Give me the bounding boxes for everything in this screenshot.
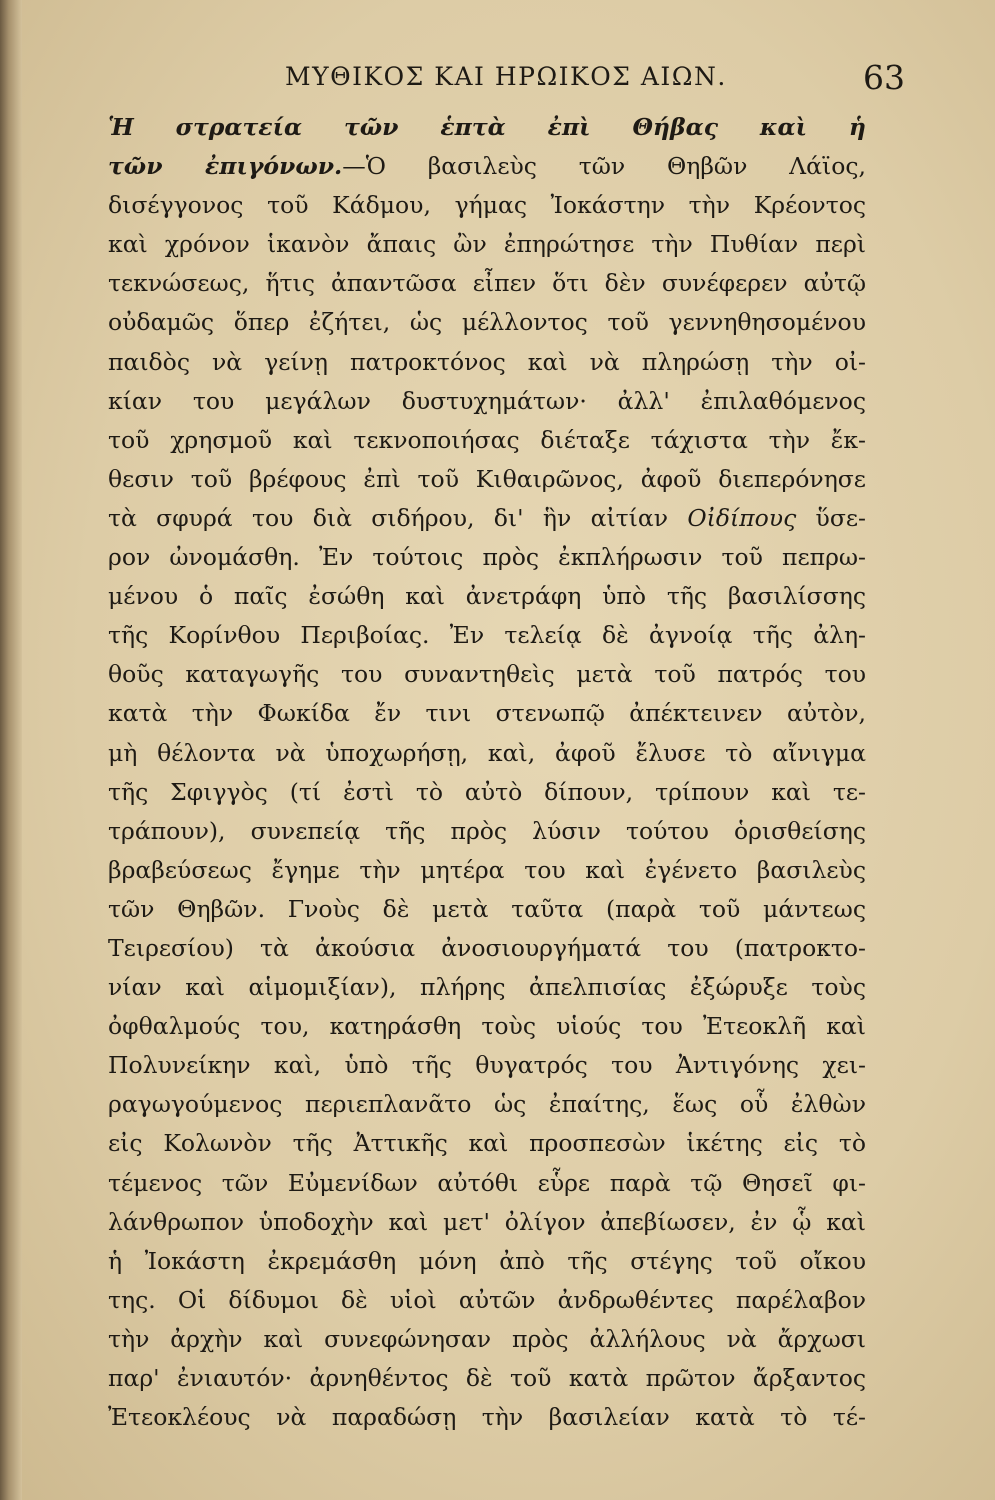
text-line: Ἐτεοκλέους νὰ παραδώσῃ τὴν βασιλείαν κατὰ τὸ τέ- [108, 1403, 866, 1432]
text-line: τεκνώσεως, ἥτις ἀπαντῶσα εἶπεν ὅτι δὲν συνέφερεν αὐτῷ [108, 269, 866, 298]
page-number: 63 [863, 58, 905, 97]
section-heading: τῶν ἐπιγόνων. [108, 152, 343, 181]
text-line: παιδὸς νὰ γείνῃ πατροκτόνος καὶ νὰ πληρώσῃ τὴν οἰ- [108, 347, 866, 376]
text-line [108, 108, 866, 147]
text-line: τῆς Κορίνθου Περιβοίας. Ἐν τελείᾳ δὲ ἀγνοίᾳ τῆς ἀλη- [108, 621, 866, 650]
text-line: Τειρεσίου) τὰ ἀκούσια ἀνοσιουργήματά του (πατροκτο- [108, 933, 866, 962]
running-head: ΜΥΘΙΚΟΣ ΚΑΙ ΗΡΩΙΚΟΣ ΑΙΩΝ. [285, 62, 727, 91]
text-line: νίαν καὶ αἱμομιξίαν), πλήρης ἀπελπισίας ἐξώρυξε τοὺς [108, 973, 866, 1002]
text-line: καὶ χρόνον ἱκανὸν ἄπαις ὢν ἐπηρώτησε τὴν Πυθίαν περὶ [108, 230, 866, 259]
italic-name: Οἰδίπους [687, 503, 797, 532]
text-line: κίαν του μεγάλων δυστυχημάτων· ἀλλ' ἐπιλαθόμενος [108, 386, 866, 415]
text-line: κατὰ τὴν Φωκίδα ἔν τινι στενωπῷ ἀπέκτεινεν αὐτὸν, [108, 699, 866, 728]
text-line: τέμενος τῶν Εὐμενίδων αὐτόθι εὗρε παρὰ τῷ Θησεῖ φι- [108, 1168, 866, 1197]
text-line: τοῦ χρησμοῦ καὶ τεκνοποιήσας διέταξε τάχιστα τὴν ἔκ- [108, 425, 866, 454]
text-line: τῶν ἐπιγόνων.—Ὁ βασιλεὺς τῶν Θηβῶν Λάϊος, [108, 152, 866, 181]
text-line: θεσιν τοῦ βρέφους ἐπὶ τοῦ Κιθαιρῶνος, ἀφοῦ διεπερόνησε [108, 464, 866, 493]
text-line: βραβεύσεως ἔγημε τὴν μητέρα του καὶ ἐγένετο βασιλεὺς [108, 855, 866, 884]
body-text [108, 108, 866, 1437]
text-line: μὴ θέλοντα νὰ ὑποχωρήσῃ, καὶ, ἀφοῦ ἔλυσε τὸ αἴνιγμα [108, 738, 866, 767]
text-line: εἰς Κολωνὸν τῆς Ἀττικῆς καὶ προσπεσὼν ἱκέτης εἰς τὸ [108, 1129, 866, 1158]
text-line: τὰ σφυρά του διὰ σιδήρου, δι' ἣν αἰτίαν Οἰδίπους ὕσε- [108, 503, 866, 532]
text-line: δισέγγονος τοῦ Κάδμου, γήμας Ἰοκάστην τὴν Κρέοντος [108, 191, 866, 220]
text-line: μένου ὁ παῖς ἐσώθη καὶ ἀνετράφη ὑπὸ τῆς βασιλίσσης [108, 582, 866, 611]
text-line: ἡ Ἰοκάστη ἐκρεμάσθη μόνη ἀπὸ τῆς στέγης τοῦ οἴκου [108, 1246, 866, 1275]
text-line: λάνθρωπον ὑποδοχὴν καὶ μετ' ὀλίγον ἀπεβίωσεν, ἐν ᾧ καὶ [108, 1207, 866, 1236]
text-line: ραγωγούμενος περιεπλανᾶτο ὡς ἐπαίτης, ἕως οὗ ἐλθὼν [108, 1090, 866, 1119]
text-line: παρ' ἐνιαυτόν· ἀρνηθέντος δὲ τοῦ κατὰ πρῶτον ἄρξαντος [108, 1364, 866, 1392]
text-line: τὴν ἀρχὴν καὶ συνεφώνησαν πρὸς ἀλλήλους νὰ ἄρχωσι [108, 1324, 866, 1353]
page-header [180, 58, 905, 108]
text-line: τῆς Σφιγγὸς (τί ἐστὶ τὸ αὐτὸ δίπουν, τρίπουν καὶ τε- [108, 777, 866, 806]
section-heading: Ἡ στρατεία τῶν ἑπτὰ ἐπὶ Θήβας καὶ ἡ [108, 113, 866, 141]
text-line: οὐδαμῶς ὅπερ ἐζήτει, ὡς μέλλοντος τοῦ γεννηθησομένου [108, 308, 866, 337]
text-line: ρον ὠνομάσθη. Ἐν τούτοις πρὸς ἐκπλήρωσιν τοῦ πεπρω- [108, 543, 866, 572]
text-line: ὀφθαλμούς του, κατηράσθη τοὺς υἱούς του Ἐτεοκλῆ καὶ [108, 1012, 866, 1041]
text-line: τῶν Θηβῶν. Γνοὺς δὲ μετὰ ταῦτα (παρὰ τοῦ μάντεως [108, 894, 866, 923]
text-line: Πολυνείκην καὶ, ὑπὸ τῆς θυγατρός του Ἀντιγόνης χει- [108, 1051, 866, 1080]
book-spine-shadow [0, 0, 22, 1500]
text-line: θοῦς καταγωγῆς του συναντηθεὶς μετὰ τοῦ πατρός του [108, 660, 866, 689]
text-line: τράπουν), συνεπείᾳ τῆς πρὸς λύσιν τούτου ὁρισθείσης [108, 816, 866, 845]
text-line: της. Οἱ δίδυμοι δὲ υἱοὶ αὐτῶν ἀνδρωθέντες παρέλαβον [108, 1285, 866, 1314]
